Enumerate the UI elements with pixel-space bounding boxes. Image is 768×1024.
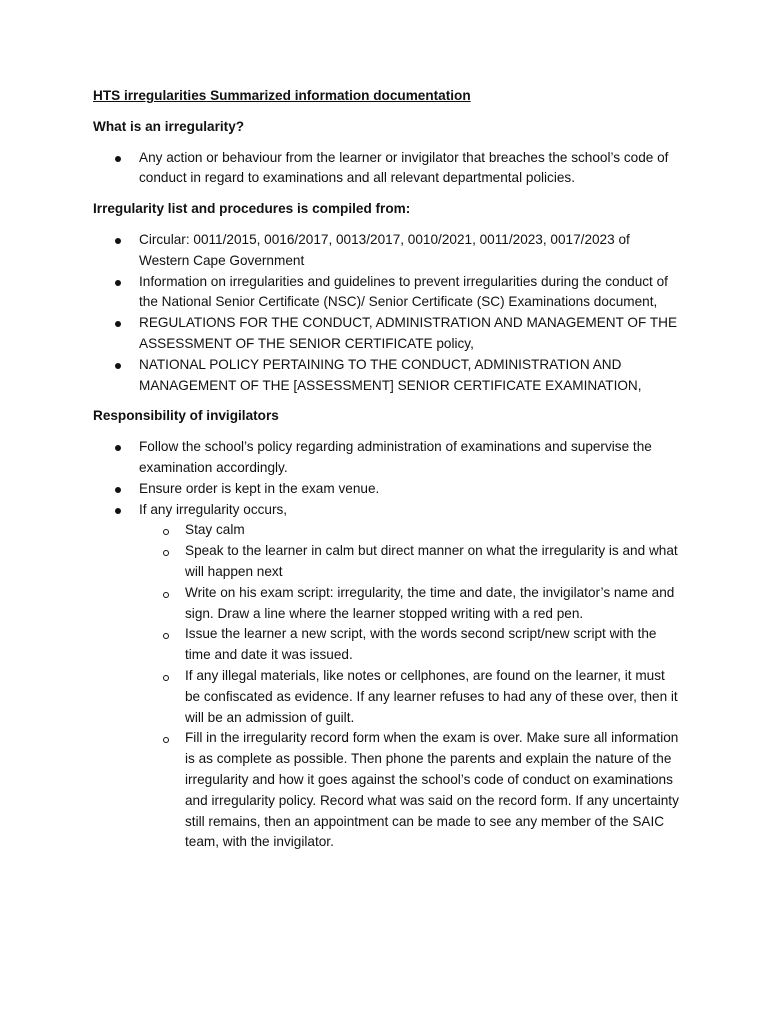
circle-bullet-icon [163,592,169,598]
list-item: Circular: 0011/2015, 0016/2017, 0013/2017, 0010/2021, 0011/2023, 0017/2023 of Western Cape Government [93,230,683,272]
sub-list-item: Speak to the learner in calm but direct manner on what the irregularity is and what will happen next [139,541,683,583]
list-item: Any action or behaviour from the learner or invigilator that breaches the school’s code of conduct in regard to examinations and all relevant departmental policies. [93,148,683,190]
sub-list-item: Issue the learner a new script, with the words second script/new script with the time and date it was issued. [139,624,683,666]
circle-bullet-icon [163,633,169,639]
list-item: NATIONAL POLICY PERTAINING TO THE CONDUCT, ADMINISTRATION AND MANAGEMENT OF THE [ASSESSMENT] SENIOR CERTIFICATE EXAMINATION, [93,355,683,397]
list-item: Information on irregularities and guidelines to prevent irregularities during the conduct of the National Senior Certificate (NSC)/ Senior Certificate (SC) Examinations document, [93,272,683,314]
section-heading-sources: Irregularity list and procedures is compiled from: [93,201,411,217]
bullet-icon [115,321,121,327]
sub-list-item: Write on his exam script: irregularity, the time and date, the invigilator’s name and sign. Draw a line where the learner stopped writing with a red pen. [139,583,683,625]
list-item: Follow the school’s policy regarding administration of examinations and supervise the examination accordingly. [93,437,683,479]
bullet-list-sources [93,230,683,396]
bullet-icon [115,156,121,162]
bullet-icon [115,487,121,493]
bullet-list-definition [93,148,683,190]
section-heading-what-is-irregularity: What is an irregularity? [93,118,245,134]
bullet-icon [115,280,121,286]
bullet-icon [115,363,121,369]
list-item: Ensure order is kept in the exam venue. [93,479,683,500]
list-item: REGULATIONS FOR THE CONDUCT, ADMINISTRATION AND MANAGEMENT OF THE ASSESSMENT OF THE SENIOR CERTIFICATE policy, [93,313,683,355]
circle-bullet-icon [163,550,169,556]
sub-list-item: If any illegal materials, like notes or cellphones, are found on the learner, it must be confiscated as evidence. If any learner refuses to had any of these over, then it will be an admission of guilt. [139,666,683,728]
section-heading-invigilators: Responsibility of invigilators [93,408,279,424]
bullet-icon [115,445,121,451]
circle-bullet-icon [163,737,169,743]
bullet-list-responsibilities [93,437,683,853]
circle-bullet-icon [163,675,169,681]
sub-list-item: Stay calm [139,520,683,541]
bullet-icon [115,508,121,514]
document-page [93,86,683,863]
circle-bullet-icon [163,529,169,535]
list-item: If any irregularity occurs, Stay calm Speak to the learner in calm but direct manner on what the irregularity is and what will happen next Write on his exam script: irregularity, the time and date, the invigilator’s name and sign. Draw a line where the learner stopped writing with a red pen. Issue the learner a new script, with the words second script/new script with the time and date it was issued. If any illegal materials, like notes or cellphones, are found on the learner, it must be confiscated as evidence. If any learner refuses to had any of these over, then it will be an admission of guilt. Fill in the irregularity record form when the exam is over. Make sure all information is as complete as possible. Then phone the parents and explain the nature of the irregularity and how it goes against the school’s code of conduct on examinations and irregularity policy. Record what was said on the record form. If any uncertainty still remains, then an appointment can be made to see any member of the SAIC team, with the invigilator. [93,500,683,854]
bullet-icon [115,238,121,244]
document-title: HTS irregularities Summarized information documentation [93,88,471,103]
sub-list-irregularity-steps [139,520,683,853]
sub-list-item: Fill in the irregularity record form when the exam is over. Make sure all information is as complete as possible. Then phone the parents and explain the nature of the irregularity and how it goes against the school’s code of conduct on examinations and irregularity policy. Record what was said on the record form. If any uncertainty still remains, then an appointment can be made to see any member of the SAIC team, with the invigilator. [139,728,683,853]
